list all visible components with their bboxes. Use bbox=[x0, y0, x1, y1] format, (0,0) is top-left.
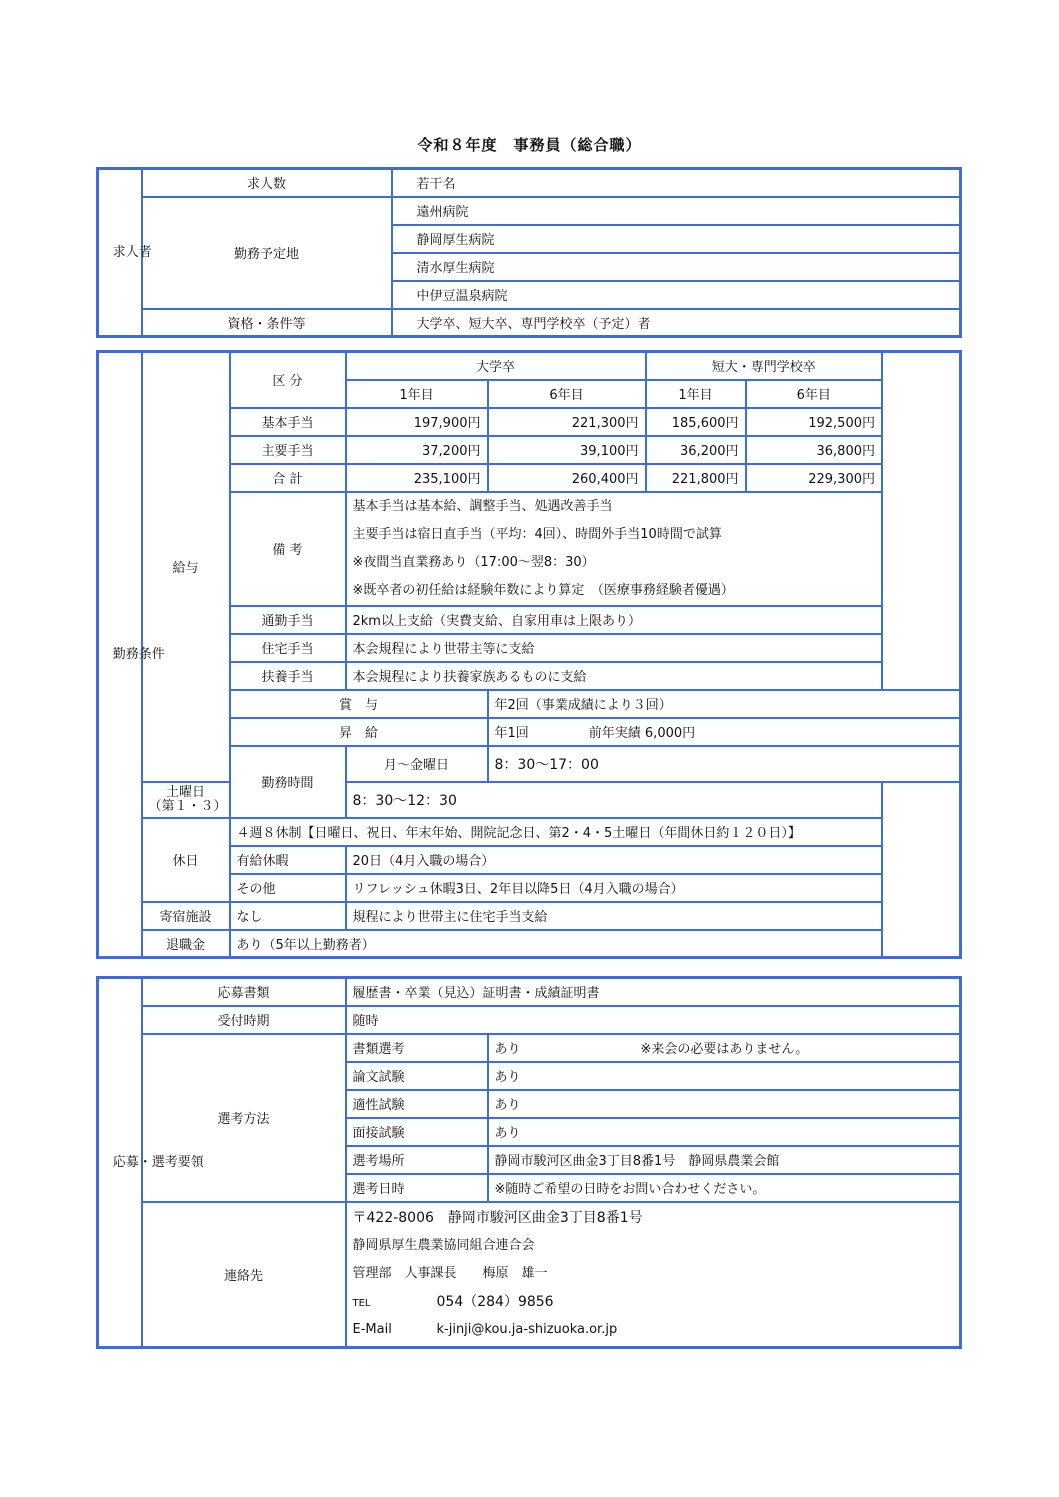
housing-value: 本会規程により世帯主等に支給 bbox=[346, 634, 883, 662]
method-item-value: あり ※来会の必要はありません。 bbox=[488, 1034, 961, 1062]
remark-line: 主要手当は宿日直手当（平均：4回）、時間外手当10時間で試算 bbox=[352, 526, 722, 542]
raise-label: 昇 給 bbox=[230, 718, 488, 746]
location-item: 静岡厚生病院 bbox=[392, 225, 961, 253]
location-label: 勤務予定地 bbox=[142, 197, 392, 309]
remark-line: 基本手当は基本給、調整手当、処遇改善手当 bbox=[352, 498, 613, 514]
family-label: 扶養手当 bbox=[230, 662, 346, 690]
dorm-label: 寄宿施設 bbox=[142, 902, 230, 930]
contact-organization: 静岡県厚生農業協同組合連合会 bbox=[352, 1238, 535, 1254]
contact-tel: TEL 054（284）9856 bbox=[352, 1294, 554, 1311]
year-header: 1年目 bbox=[346, 380, 488, 408]
application-table bbox=[96, 976, 962, 1349]
period-label: 受付時期 bbox=[142, 1006, 346, 1034]
method-item-label: 適性試験 bbox=[346, 1090, 488, 1118]
college-header: 短大・専門学校卒 bbox=[646, 352, 882, 380]
bonus-value: 年2回（事業成績により３回） bbox=[488, 690, 961, 718]
paid-leave-label: 有給休暇 bbox=[230, 846, 346, 874]
table-cell: 260,400円 bbox=[488, 464, 646, 492]
table-cell: 197,900円 bbox=[346, 408, 488, 436]
year-header: 1年目 bbox=[646, 380, 746, 408]
method-label: 選考方法 bbox=[142, 1034, 346, 1202]
period-value: 随時 bbox=[346, 1006, 961, 1034]
contact-label: 連絡先 bbox=[142, 1202, 346, 1348]
weekday-label: 月～金曜日 bbox=[346, 746, 488, 782]
dorm-note: 規程により世帯主に住宅手当支給 bbox=[346, 902, 883, 930]
method-item-value: あり bbox=[488, 1090, 961, 1118]
recruitment-table bbox=[96, 167, 962, 338]
documents-value: 履歴書・卒業（見込）証明書・成績証明書 bbox=[346, 978, 961, 1006]
commute-value: 2km以上支給（実費支給、自家用車は上限あり） bbox=[346, 606, 883, 634]
method-item-label: 選考場所 bbox=[346, 1146, 488, 1174]
documents-label: 応募書類 bbox=[142, 978, 346, 1006]
dorm-value: なし bbox=[230, 902, 346, 930]
year-header: 6年目 bbox=[746, 380, 882, 408]
holiday-label: 休日 bbox=[142, 818, 230, 902]
holiday-value: ４週８休制【日曜日、祝日、年末年始、開院記念日、第2・4・5土曜日（年間休日約１２０日）】 bbox=[230, 818, 883, 846]
weekday-value: 8：30～17：00 bbox=[488, 746, 961, 782]
table-cell: 185,600円 bbox=[646, 408, 746, 436]
openings-label: 求人数 bbox=[142, 169, 392, 197]
table-cell: 221,800円 bbox=[646, 464, 746, 492]
row-label: 合 計 bbox=[230, 464, 346, 492]
retirement-value: あり（5年以上勤務者） bbox=[230, 930, 883, 958]
page-title: 令和８年度 事務員（総合職） bbox=[417, 136, 642, 154]
table-cell: 221,300円 bbox=[488, 408, 646, 436]
table-cell: 229,300円 bbox=[746, 464, 882, 492]
row-label: 主要手当 bbox=[230, 436, 346, 464]
housing-label: 住宅手当 bbox=[230, 634, 346, 662]
table-cell: 36,800円 bbox=[746, 436, 882, 464]
table-cell: 36,200円 bbox=[646, 436, 746, 464]
openings-value: 若干名 bbox=[392, 169, 961, 197]
conditions-table bbox=[96, 350, 962, 959]
other-leave-label: その他 bbox=[230, 874, 346, 902]
raise-value: 年1回 前年実績 6,000円 bbox=[488, 718, 961, 746]
category-label: 区 分 bbox=[230, 352, 346, 408]
other-leave-value: リフレッシュ休暇3日、2年目以降5日（4月入職の場合） bbox=[346, 874, 883, 902]
method-item-value: 静岡市駿河区曲金3丁目8番1号 静岡県農業会館 bbox=[488, 1146, 961, 1174]
method-item-value: あり bbox=[488, 1062, 961, 1090]
saturday-label: 土曜日 （第１・３） bbox=[142, 782, 230, 818]
section-label-recruiter: 求人者 bbox=[98, 169, 142, 337]
table-cell: 192,500円 bbox=[746, 408, 882, 436]
location-item: 遠州病院 bbox=[392, 197, 961, 225]
saturday-value: 8：30～12：30 bbox=[346, 782, 883, 818]
remark-line: ※夜間当直業務あり（17:00～翌8：30） bbox=[352, 554, 595, 570]
retirement-label: 退職金 bbox=[142, 930, 230, 958]
location-item: 中伊豆温泉病院 bbox=[392, 281, 961, 309]
salary-label: 給与 bbox=[142, 352, 230, 782]
section-label-conditions: 勤務条件 bbox=[98, 352, 142, 958]
contact-block bbox=[346, 1202, 961, 1348]
bonus-label: 賞 与 bbox=[230, 690, 488, 718]
row-label: 基本手当 bbox=[230, 408, 346, 436]
table-cell: 37,200円 bbox=[346, 436, 488, 464]
contact-person: 管理部 人事課長 梅原 雄一 bbox=[352, 1266, 548, 1282]
method-item-value: あり bbox=[488, 1118, 961, 1146]
table-cell: 235,100円 bbox=[346, 464, 488, 492]
method-item-label: 選考日時 bbox=[346, 1174, 488, 1202]
qualification-label: 資格・条件等 bbox=[142, 309, 392, 337]
family-value: 本会規程により扶養家族あるものに支給 bbox=[346, 662, 883, 690]
method-item-label: 論文試験 bbox=[346, 1062, 488, 1090]
univ-header: 大学卒 bbox=[346, 352, 646, 380]
section-label-application: 応募・選考要領 bbox=[98, 978, 142, 1348]
contact-address: 〒422-8006 静岡市駿河区曲金3丁目8番1号 bbox=[352, 1210, 643, 1227]
commute-label: 通勤手当 bbox=[230, 606, 346, 634]
contact-email: E-Mail k-jinji@kou.ja-shizuoka.or.jp bbox=[352, 1322, 618, 1338]
hours-label: 勤務時間 bbox=[230, 746, 346, 818]
table-cell: 39,100円 bbox=[488, 436, 646, 464]
location-item: 清水厚生病院 bbox=[392, 253, 961, 281]
remarks-label: 備 考 bbox=[230, 492, 346, 606]
paid-leave-value: 20日（4月入職の場合） bbox=[346, 846, 883, 874]
method-item-label: 面接試験 bbox=[346, 1118, 488, 1146]
method-item-value: ※随時ご希望の日時をお問い合わせください。 bbox=[488, 1174, 961, 1202]
method-item-label: 書類選考 bbox=[346, 1034, 488, 1062]
remarks-block bbox=[346, 492, 883, 606]
year-header: 6年目 bbox=[488, 380, 646, 408]
remark-line: ※既卒者の初任給は経験年数により算定 （医療事務経験者優遇） bbox=[352, 582, 734, 598]
qualification-value: 大学卒、短大卒、専門学校卒（予定）者 bbox=[392, 309, 961, 337]
